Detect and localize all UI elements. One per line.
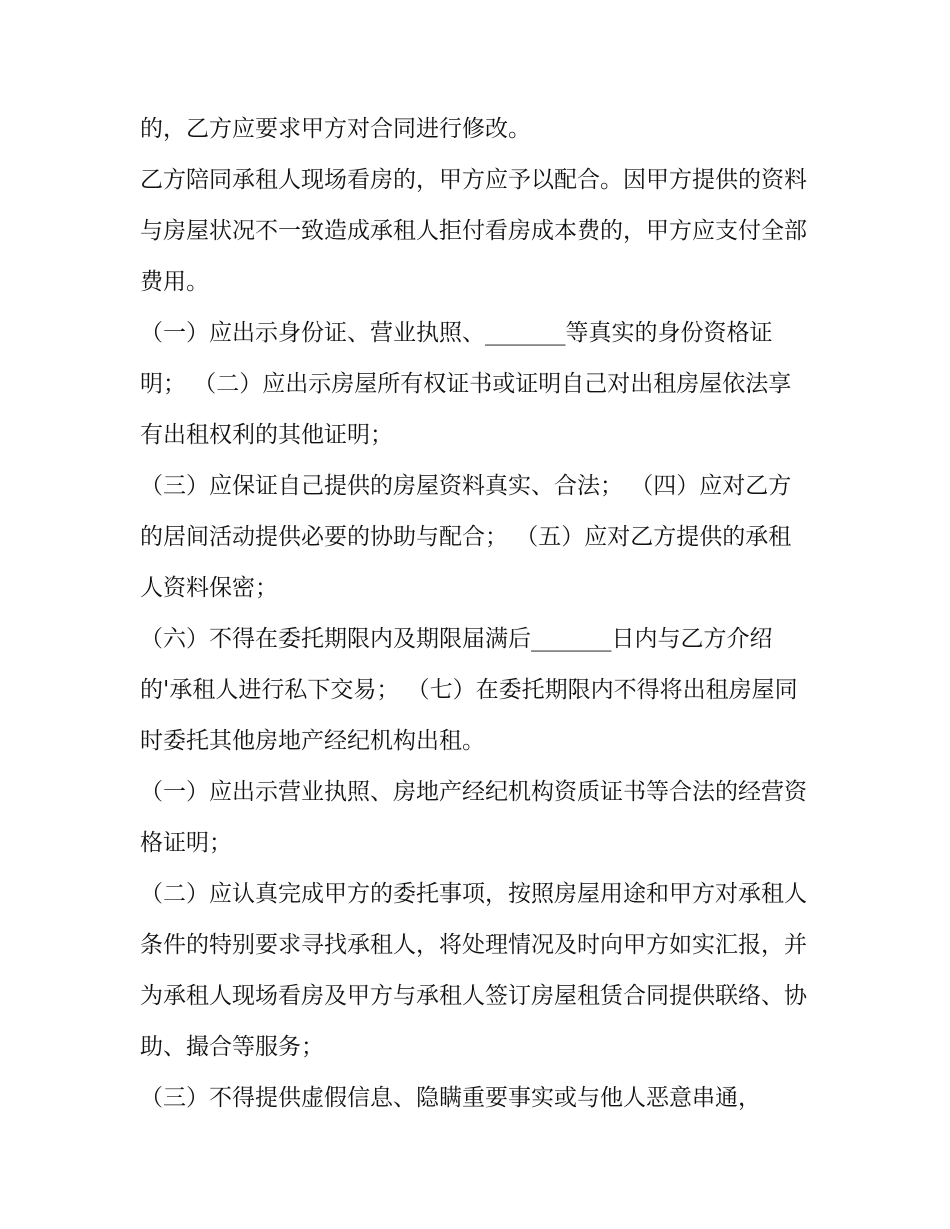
paragraph-4: （三）应保证自己提供的房屋资料真实、合法； （四）应对乙方的居间活动提供必要的协助与配合； （五）应对乙方提供的承租人资料保密；	[140, 473, 792, 601]
paragraph-1: 的，乙方应要求甲方对合同进行修改。	[140, 116, 531, 142]
paragraph-8: （三）不得提供虚假信息、隐瞒重要事实或与他人恶意串通，	[140, 1085, 761, 1111]
paragraph-7: （二）应认真完成甲方的委托事项，按照房屋用途和甲方对承租人条件的特别要求寻找承租人，将处理情况及时向甲方如实汇报，并为承租人现场看房及甲方与承租人签订房屋租赁合同提供联络、协助、撮合等服务；	[140, 881, 807, 1060]
paragraph-6: （一）应出示营业执照、房地产经纪机构资质证书等合法的经营资格证明；	[140, 779, 807, 856]
paragraph-2: 乙方陪同承租人现场看房的，甲方应予以配合。因甲方提供的资料与房屋状况不一致造成承租人拒付看房成本费的，甲方应支付全部费用。	[140, 167, 807, 295]
document-body	[140, 104, 812, 1124]
paragraph-3: （一）应出示身份证、营业执照、_______等真实的身份资格证明； （二）应出示房屋所有权证书或证明自己对出租房屋依法享有出租权利的其他证明；	[140, 320, 792, 448]
paragraph-5: （六）不得在委托期限内及期限届满后_______日内与乙方介绍的'承租人进行私下交易； （七）在委托期限内不得将出租房屋同时委托其他房地产经纪机构出租。	[140, 626, 798, 754]
